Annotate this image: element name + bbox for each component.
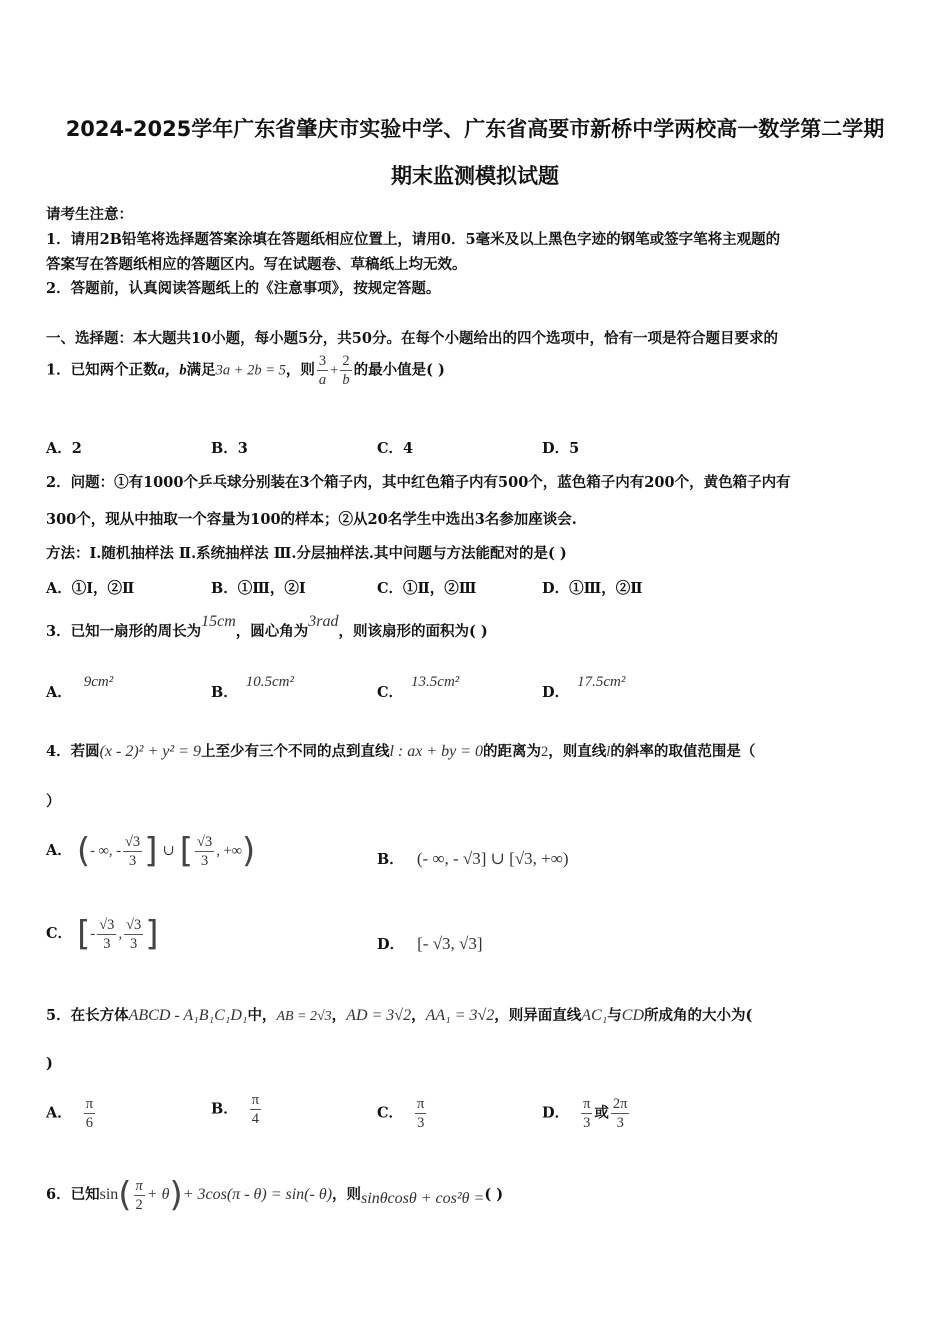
q6-equation: + 3cos(π - θ) = sin(- θ) [182,1186,333,1203]
q4-circle: (x - 2)² + y² = 9 [99,743,201,760]
q5-option-b[interactable]: B． $\frac{\pi}{4}$ [211,1092,260,1127]
q5-ac1: AC₁ [581,1007,608,1024]
q4-suffix: 的斜率的取值范围是（ [610,743,756,760]
q2-option-d[interactable]: D．①Ⅲ，②Ⅱ [542,580,643,597]
q3-option-b[interactable]: B．10.5cm² [211,674,295,701]
q3-suffix: ，则该扇形的面积为( ) [338,623,488,640]
q1-option-c[interactable]: C．4 [377,440,414,457]
question-6: 6．已知sin( $\frac{\pi}{2}$ + θ)+ 3cos(π - θ) = sin(- θ)，则sinθcosθ + cos²θ =( ) [46,1175,504,1215]
q2-option-c[interactable]: C．①Ⅱ，②Ⅲ [377,580,477,597]
q3-option-a[interactable]: A．9cm² [46,674,114,701]
q5-option-c[interactable]: C． $\frac{\pi}{3}$ [377,1096,425,1131]
q1-condition: 3a + 2b = 5 [215,362,286,379]
q3-angle: 3rad [308,613,339,630]
q5-box: ABCD - A₁B₁C₁D₁ [128,1007,248,1024]
q4-option-c[interactable]: C． [- $\frac{√3}{3}$ , $\frac{√3}{3}$ ] [46,914,159,954]
q1-mid: 满足 [186,361,216,379]
q5-option-d[interactable]: D． $\frac{\pi}{3}$ 或 $\frac{2\pi}{3}$ [542,1096,628,1131]
q5-option-a[interactable]: A． $\frac{\pi}{6}$ [46,1096,94,1131]
q2-line-1: 2．问题：①有1000个乒乓球分别装在3个箱子内，其中红色箱子内有500个，蓝色箱子内有200个，黄色箱子内有 [46,474,791,491]
q5-ab: AB = 2√3 [276,1009,332,1024]
q1-vars: a，b [157,362,187,379]
q1-fraction-a: $\frac{3}{a}$ [318,353,327,388]
q1-prefix: 1．已知两个正数 [46,361,158,379]
q3-perimeter: 15cm [201,613,236,630]
notice-item-2: 2．答题前，认真阅读答题纸上的《注意事项》，按规定答题。 [46,280,441,297]
q3-value-d: 17.5cm² [577,674,626,690]
exam-title-line1: 2024-2025学年广东省肇庆市实验中学、广东省高要市新桥中学两校高一数学第二学期 [65,117,885,141]
exam-title-line2: 期末监测模拟试题 [391,164,559,188]
q2-line-2: 300个，现从中抽取一个容量为100的样本；②从20名学生中选出3名参加座谈会. [46,511,577,528]
q4-value-b: (- ∞, - √3] ∪ [√3, +∞) [416,849,569,868]
q3-option-c[interactable]: C．13.5cm² [377,674,460,701]
q4-close: ） [46,793,61,810]
section-heading: 一、选择题：本大题共10小题，每小题5分，共50分。在每个小题给出的四个选项中，恰有一项是符合题目要求的 [46,330,778,347]
q3-value-c: 13.5cm² [411,674,460,690]
notice-heading: 请考生注意： [46,206,133,223]
question-5: 5．在长方体ABCD - A₁B₁C₁D₁中，AB = 2√3，AD = 3√2，AA₁ = 3√2，则异面直线AC₁与CD所成角的大小为( [46,1007,753,1024]
q4-prefix: 4．若圆 [46,743,100,760]
q5-aa1: AA₁ = 3√2 [425,1007,495,1024]
notice-item-1a: 1．请用2B铅笔将选择题答案涂填在答题纸相应位置上，请用0．5毫米及以上黑色字迹的钢笔或签字笔将主观题的 [46,231,781,248]
q4-option-d[interactable]: D． [- √3, √3] [377,934,483,953]
q3-prefix: 3．已知一扇形的周长为 [46,623,202,640]
q4-value-d: [- √3, √3] [417,934,483,953]
q6-expression: sinθcosθ + cos²θ = [361,1190,485,1207]
q3-option-d[interactable]: D．17.5cm² [542,674,626,701]
q2-option-a[interactable]: A．①Ⅰ，②Ⅱ [46,580,135,597]
q4-option-b[interactable]: B． (- ∞, - √3] ∪ [√3, +∞) [377,849,569,868]
q2-line-3: 方法：Ⅰ.随机抽样法 Ⅱ.系统抽样法 Ⅲ.分层抽样法.其中问题与方法能配对的是( ) [46,545,567,562]
q5-close: ) [46,1055,53,1072]
q5-prefix: 5．在长方体 [46,1007,129,1024]
question-4 [46,740,755,761]
q1-option-b[interactable]: B．3 [211,440,248,457]
q5-cd: CD [621,1007,645,1024]
q4-option-a[interactable]: A． (- ∞, - $\frac{√3}{3}$ ] ∪ [ $\frac{√3}{3}$ , +∞) [46,831,256,871]
q6-prefix: 6．已知 [46,1186,100,1203]
q1-fraction-b: $\frac{2}{b}$ [342,353,350,388]
question-3 [46,613,488,641]
q1-suffix: 的最小值是( ) [353,361,445,379]
q5-ad: AD = 3√2 [346,1007,412,1024]
q1-plus: + [330,362,339,379]
notice-item-1b: 答案写在答题纸相应的答题区内。写在试题卷、草稿纸上均无效。 [46,256,467,273]
q3-mid: ，圆心角为 [235,623,309,640]
q4-line-eq: l : ax + by = 0 [389,743,484,760]
q3-value-a: 9cm² [83,674,114,690]
q1-option-d[interactable]: D．5 [542,440,580,457]
q1-option-a[interactable]: A．2 [46,440,82,457]
q3-value-b: 10.5cm² [245,674,295,690]
q4-mid3: ，则直线 [548,743,607,760]
q4-dist: 2 [541,744,549,760]
q4-l: l [606,744,611,760]
q4-mid2: 的距离为 [483,743,542,760]
q2-option-b[interactable]: B．①Ⅲ，②Ⅰ [211,580,306,597]
q1-then: ，则 [285,361,315,379]
q4-mid1: 上至少有三个不同的点到直线 [200,743,390,760]
question-1 [46,352,445,389]
